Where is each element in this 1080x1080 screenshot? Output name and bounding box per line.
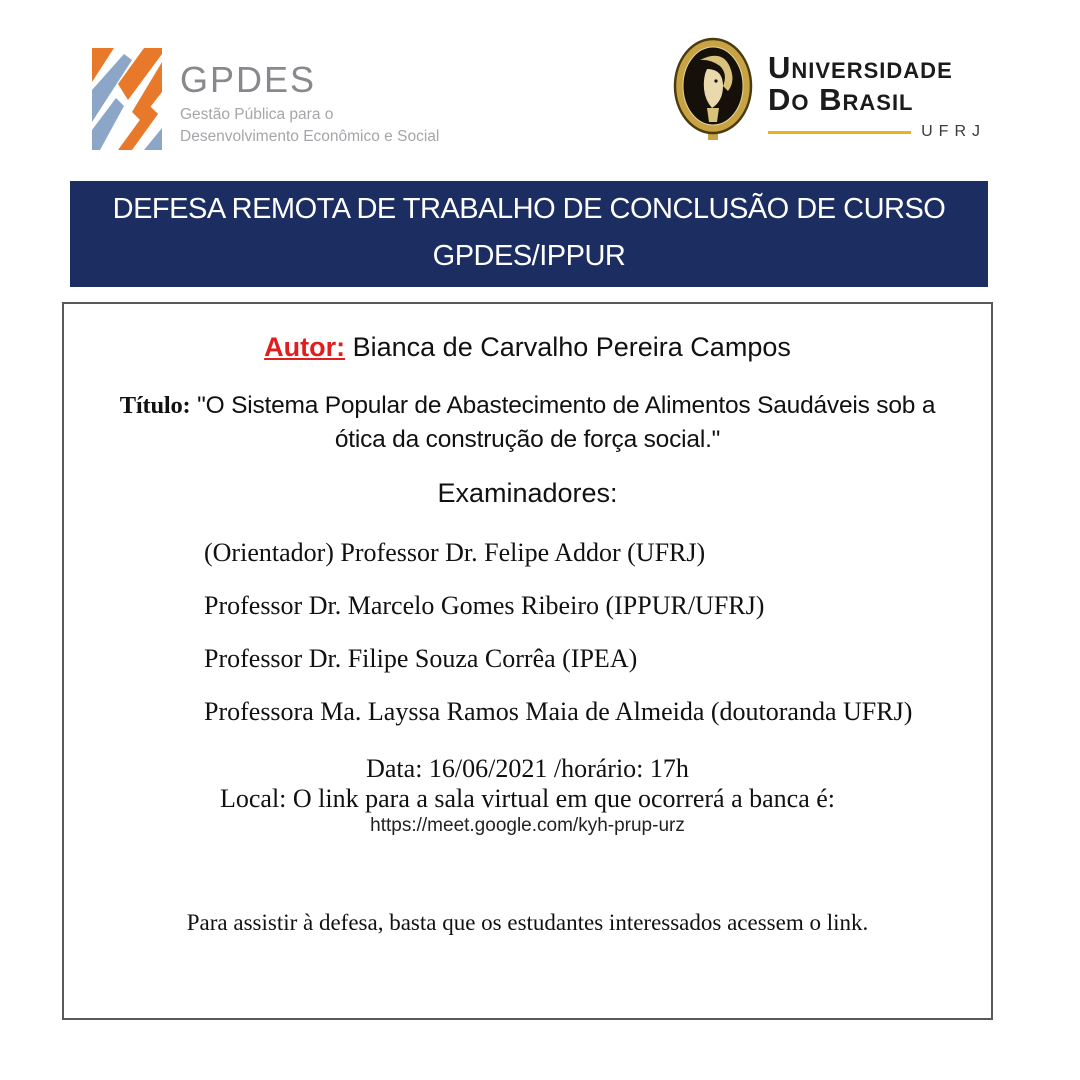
- local-line: Local: O link para a sala virtual em que ocorrerá a banca é:: [219, 783, 836, 813]
- gpdes-acronym: GPDES: [180, 59, 317, 100]
- ufrj-sigla: UFRJ: [921, 123, 986, 141]
- title-banner: [70, 181, 988, 287]
- gpdes-subtitle-line2: Desenvolvimento Econômico e Social: [180, 128, 440, 146]
- examiner-item: Professor Dr. Marcelo Gomes Ribeiro (IPPUR/UFRJ): [204, 590, 765, 620]
- examiners-heading: Examinadores:: [437, 477, 618, 508]
- gpdes-subtitle-line1: Gestão Pública para o: [180, 106, 334, 123]
- gpdes-logo-icon: [88, 48, 166, 155]
- title-label: Título:: [119, 392, 191, 419]
- schedule-block: [64, 754, 991, 838]
- gpdes-logo: [88, 48, 439, 155]
- author-label: Autor:: [264, 332, 346, 362]
- date-line: Data: 16/06/2021 /horário: 17h: [366, 753, 689, 783]
- ufrj-name-line1: Universidade: [768, 50, 953, 85]
- title-text: "O Sistema Popular de Abastecimento de Alimentos Saudáveis sob a ótica da construção de força social.": [197, 392, 936, 454]
- examiner-list: [64, 539, 991, 726]
- author-line: [64, 332, 991, 363]
- ufrj-name-line2: Do Brasil: [768, 81, 914, 117]
- ufrj-logo: [672, 36, 986, 147]
- meet-link[interactable]: https://meet.google.com/kyh-prup-urz: [370, 814, 685, 836]
- banner-line1: DEFESA REMOTA DE TRABALHO DE CONCLUSÃO DE CURSO: [112, 193, 946, 225]
- banner-line2: GPDES/IPPUR: [432, 240, 626, 272]
- ufrj-minerva-emblem-icon: [672, 36, 754, 147]
- examiner-item: Professora Ma. Layssa Ramos Maia de Almeida (doutoranda UFRJ): [204, 696, 913, 726]
- ufrj-gold-rule: [768, 131, 911, 134]
- examiner-item: (Orientador) Professor Dr. Felipe Addor (UFRJ): [204, 537, 706, 567]
- announcement-box: [62, 302, 993, 1020]
- examiner-item: Professor Dr. Filipe Souza Corrêa (IPEA): [204, 643, 638, 673]
- footer-note: Para assistir à defesa, basta que os estudantes interessados acessem o link.: [186, 909, 869, 935]
- title-line: [92, 389, 964, 458]
- author-name: Bianca de Carvalho Pereira Campos: [352, 332, 791, 362]
